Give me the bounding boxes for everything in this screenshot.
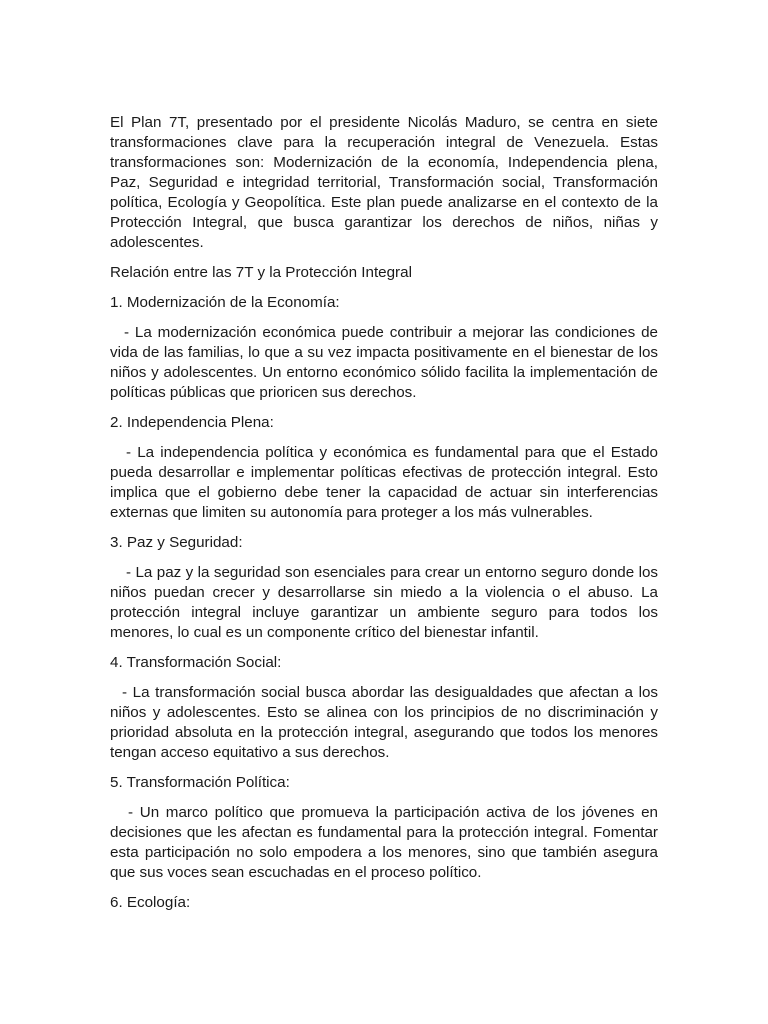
section-heading-paz: 3. Paz y Seguridad:: [110, 534, 243, 551]
section-heading-ecologia: 6. Ecología:: [110, 894, 191, 911]
section-title: Relación entre las 7T y la Protección Integral: [110, 264, 412, 281]
section-heading-politica: 5. Transformación Política:: [110, 774, 290, 791]
section-body-paz: - La paz y la seguridad son esenciales para crear un entorno seguro donde los niños puedan crecer y desarrollarse sin miedo a la violencia o el abuso. La protección integral incluye garantizar un ambiente seguro para todos los menores, lo cual es un componente crítico del bienestar infantil.: [110, 564, 658, 641]
document-page: [110, 113, 658, 913]
section-body-politica: - Un marco político que promueva la participación activa de los jóvenes en decisiones que les afectan es fundamental para la protección integral. Fomentar esta participación no solo empodera a los menores, sino que también asegura que sus voces sean escuchadas en el proceso político.: [110, 804, 658, 881]
section-body-economia: - La modernización económica puede contribuir a mejorar las condiciones de vida de las familias, lo que a su vez impacta positivamente en el bienestar de los niños y adolescentes. Un entorno económico sólido facilita la implementación de políticas públicas que prioricen sus derechos.: [110, 324, 658, 401]
section-heading-social: 4. Transformación Social:: [110, 654, 282, 671]
section-heading-independencia: 2. Independencia Plena:: [110, 414, 274, 431]
intro-paragraph: El Plan 7T, presentado por el presidente Nicolás Maduro, se centra en siete transformaciones clave para la recuperación integral de Venezuela. Estas transformaciones son: Modernización de la economía, Independencia plena, Paz, Seguridad e integridad territorial, Transformación social, Transformación política, Ecología y Geopolítica. Este plan puede analizarse en el contexto de la Protección Integral, que busca garantizar los derechos de niños, niñas y adolescentes.: [110, 114, 658, 251]
section-heading-economia: 1. Modernización de la Economía:: [110, 294, 340, 311]
section-body-social: - La transformación social busca abordar las desigualdades que afectan a los niños y adolescentes. Esto se alinea con los principios de no discriminación y prioridad absoluta en la protección integral, asegurando que todos los menores tengan acceso equitativo a sus derechos.: [110, 684, 658, 761]
section-body-independencia: - La independencia política y económica es fundamental para que el Estado pueda desarrollar e implementar políticas efectivas de protección integral. Esto implica que el gobierno debe tener la capacidad de actuar sin interferencias externas que limiten su autonomía para proteger a los más vulnerables.: [110, 444, 658, 521]
